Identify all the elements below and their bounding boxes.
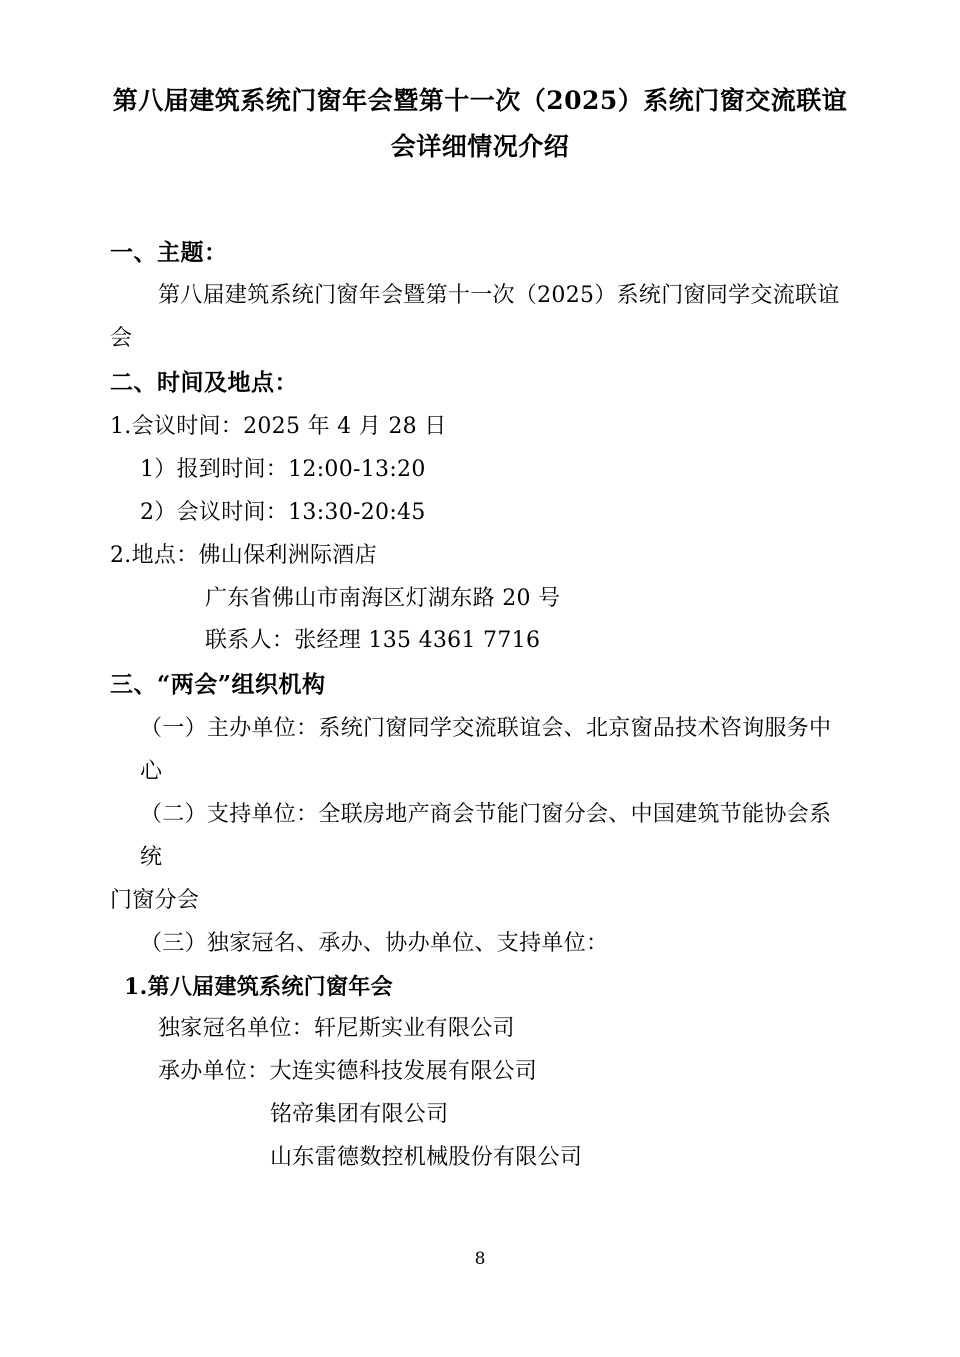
subsection-heading-1: 1.第八届建筑系统门窗年会	[124, 973, 393, 1000]
section-3-line-6: 独家冠名单位：轩尼斯实业有限公司	[158, 1016, 515, 1042]
section-heading-1: 一、主题：	[110, 238, 228, 266]
section-3-line-4: （三）独家冠名、承办、协办单位、支持单位：	[140, 930, 609, 956]
section-3-line-2: （二）支持单位：全联房地产商会节能门窗分会、中国建筑节能协会系统	[140, 801, 832, 870]
title-line-1: 第八届建筑系统门窗年会暨第十一次（2025）系统门窗交流联谊	[112, 86, 848, 115]
section-2-line-5: 广东省佛山市南海区灯湖东路 20 号	[205, 585, 561, 611]
section-2-line-3: 2）会议时间：13:30-20:45	[140, 499, 426, 525]
section-heading-2: 二、时间及地点：	[110, 369, 298, 397]
section-2-line-2: 1）报到时间：12:00-13:20	[140, 456, 426, 482]
section-heading-3: 三、“两会”组织机构	[110, 671, 326, 699]
section-3-line-8: 铭帝集团有限公司	[270, 1102, 449, 1128]
page-number: 8	[474, 1249, 486, 1269]
section-3-line-3: 门窗分会	[110, 887, 200, 913]
section-2-line-6: 联系人：张经理 135 4361 7716	[205, 628, 541, 654]
section-1-line-1: 第八届建筑系统门窗年会暨第十一次（2025）系统门窗同学交流联谊	[158, 283, 840, 309]
title-line-2: 会详细情况介绍	[390, 132, 570, 162]
section-3-line-9: 山东雷德数控机械股份有限公司	[270, 1145, 583, 1171]
section-2-line-1: 1.会议时间：2025 年 4 月 28 日	[110, 413, 447, 439]
title-spacer	[110, 171, 850, 231]
section-1-line-2: 会	[110, 326, 133, 352]
section-3-line-7: 承办单位：大连实德科技发展有限公司	[158, 1059, 538, 1085]
page-title	[110, 78, 850, 171]
section-3-line-1: （一）主办单位：系统门窗同学交流联谊会、北京窗品技术咨询服务中心	[140, 716, 832, 785]
section-2-line-4: 2.地点：佛山保利洲际酒店	[110, 542, 377, 568]
